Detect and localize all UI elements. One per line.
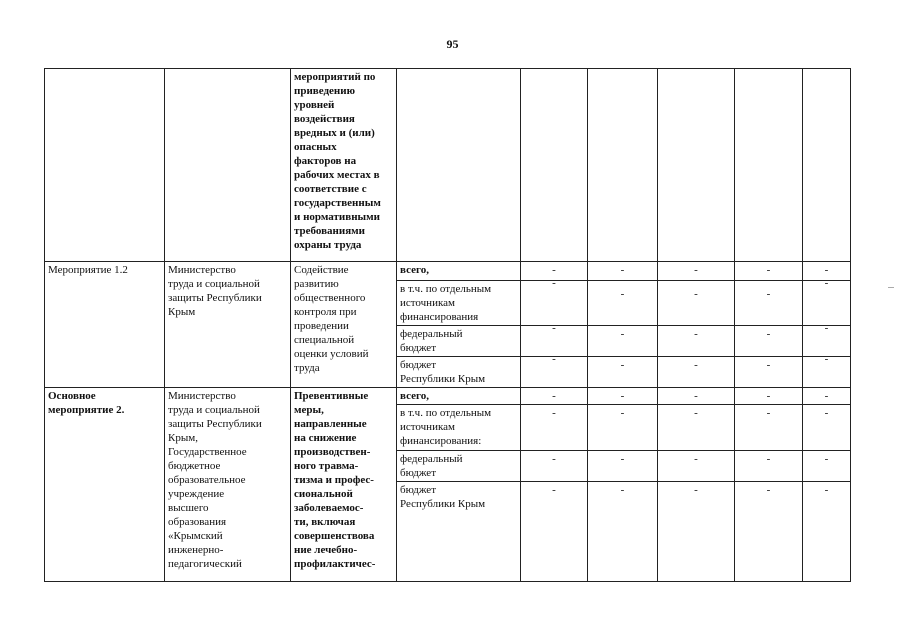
- measure-executor: Министерство труда и социальной защиты Республики Крым: [165, 262, 291, 388]
- table-row: [45, 69, 851, 262]
- funding-source: всего,: [397, 262, 521, 281]
- cell-empty: [658, 69, 735, 262]
- funding-value: -: [521, 405, 588, 451]
- funding-value: -: [735, 451, 803, 482]
- cell-empty: [735, 69, 803, 262]
- funding-value: -: [803, 482, 851, 582]
- funding-value: -: [521, 281, 588, 326]
- cell-empty: [165, 69, 291, 262]
- funding-source: в т.ч. по отдельным источникам финансирования:: [397, 405, 521, 451]
- funding-source: в т.ч. по отдельным источникам финансирования: [397, 281, 521, 326]
- funding-value: -: [803, 281, 851, 326]
- funding-source: бюджет Республики Крым: [397, 482, 521, 582]
- measure-description: Содействие развитию общественного контроля при проведении специальной оценки условий труда: [291, 262, 397, 388]
- cell-empty: [521, 69, 588, 262]
- funding-value: -: [588, 451, 658, 482]
- funding-source: федеральный бюджет: [397, 326, 521, 357]
- measure-executor: Министерство труда и социальной защиты Республики Крым, Государственное бюджетное образовательное учреждение высшего образования «Крымский инженерно- педагогический: [165, 388, 291, 582]
- cell-empty: [397, 69, 521, 262]
- funding-source: бюджет Республики Крым: [397, 357, 521, 388]
- funding-value: -: [521, 388, 588, 405]
- measure-description: мероприятий по приведению уровней воздействия вредных и (или) опасных факторов на рабочих местах в соответствие с государственным и нормативными требованиями охраны труда: [291, 69, 397, 262]
- funding-value: -: [658, 326, 735, 357]
- measure-name: Мероприятие 1.2: [45, 262, 165, 388]
- funding-value: -: [521, 326, 588, 357]
- funding-value: -: [588, 357, 658, 388]
- funding-value: -: [735, 388, 803, 405]
- funding-value: -: [735, 281, 803, 326]
- funding-value: -: [588, 326, 658, 357]
- funding-value: -: [658, 388, 735, 405]
- funding-source: федеральный бюджет: [397, 451, 521, 482]
- funding-value: -: [521, 451, 588, 482]
- table-row: [45, 262, 851, 281]
- program-table: [44, 68, 851, 582]
- funding-value: -: [588, 262, 658, 281]
- funding-value: -: [588, 405, 658, 451]
- funding-value: -: [803, 405, 851, 451]
- funding-value: -: [658, 281, 735, 326]
- funding-value: -: [521, 357, 588, 388]
- funding-value: -: [735, 405, 803, 451]
- funding-value: -: [588, 388, 658, 405]
- funding-value: -: [521, 262, 588, 281]
- funding-value: -: [803, 326, 851, 357]
- cell-empty: [588, 69, 658, 262]
- funding-value: -: [658, 262, 735, 281]
- funding-value: -: [658, 357, 735, 388]
- cell-empty: [45, 69, 165, 262]
- funding-value: -: [588, 281, 658, 326]
- funding-value: -: [803, 357, 851, 388]
- table-row: [45, 388, 851, 405]
- funding-value: -: [735, 357, 803, 388]
- funding-value: -: [588, 482, 658, 582]
- page-number: 95: [446, 37, 459, 51]
- funding-value: -: [803, 388, 851, 405]
- cell-empty: [803, 69, 851, 262]
- funding-value: -: [658, 405, 735, 451]
- funding-value: -: [658, 482, 735, 582]
- scan-mark: [888, 287, 894, 288]
- funding-value: -: [735, 262, 803, 281]
- funding-value: -: [803, 451, 851, 482]
- funding-value: -: [735, 326, 803, 357]
- funding-source: всего,: [397, 388, 521, 405]
- funding-value: -: [735, 482, 803, 582]
- funding-value: -: [521, 482, 588, 582]
- measure-description: Превентивные меры, направленные на снижение производствен- ного травма- тизма и профес- сиональной заболеваемос- ти, включая совершенствова ние лечебно- профилактичес-: [291, 388, 397, 582]
- measure-name: Основное мероприятие 2.: [45, 388, 165, 582]
- funding-value: -: [658, 451, 735, 482]
- funding-value: -: [803, 262, 851, 281]
